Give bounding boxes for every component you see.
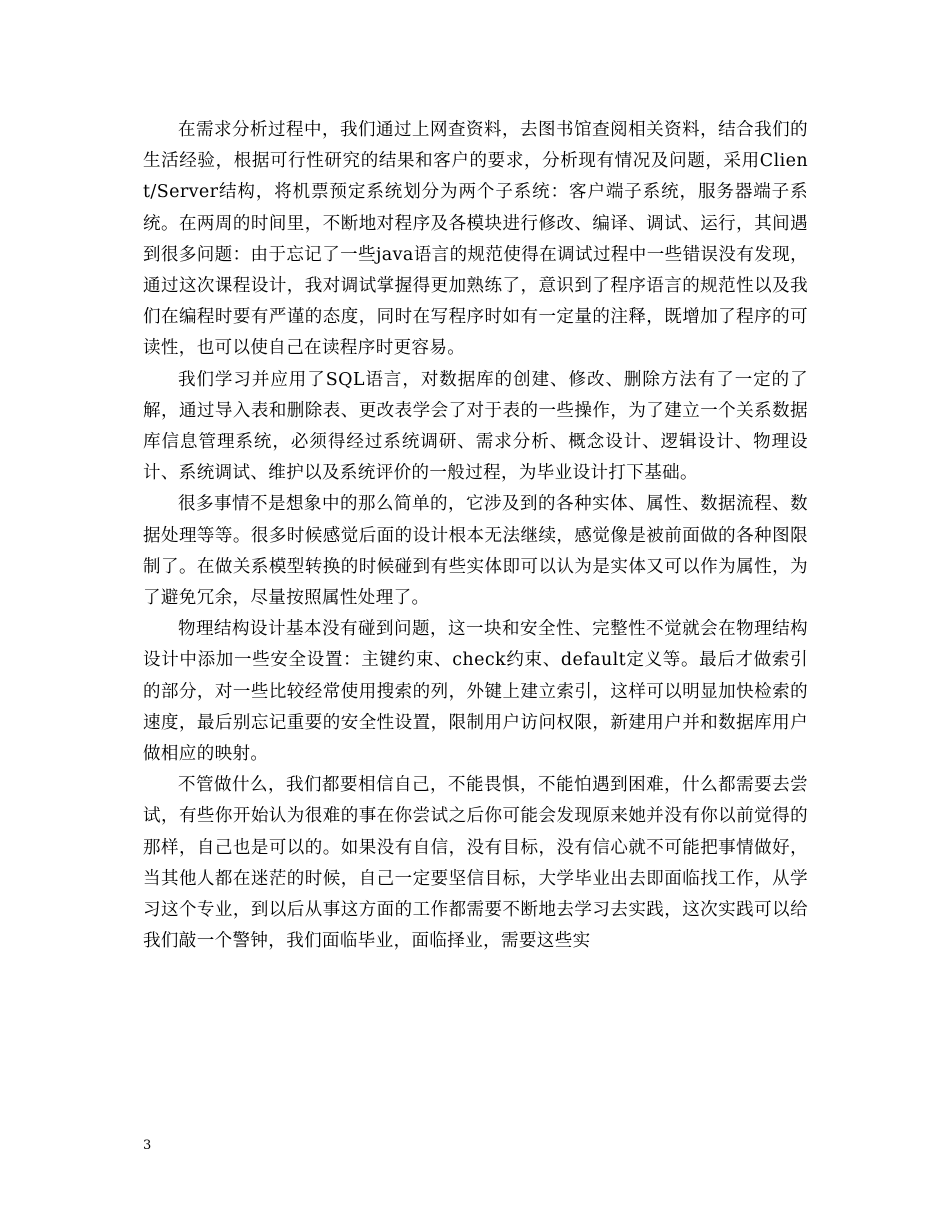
document-body [143, 115, 808, 957]
page-number: 3 [143, 1138, 152, 1153]
paragraph-1: 在需求分析过程中，我们通过上网查资料，去图书馆查阅相关资料，结合我们的生活经验，根据可行性研究的结果和客户的要求，分析现有情况及问题，采用Client/Server结构，将机票预定系统划分为两个子系统：客户端子系统，服务器端子系统。在两周的时间里，不断地对程序及各模块进行修改、编译、调试、运行，其间遇到很多问题：由于忘记了一些java语言的规范使得在调试过程中一些错误没有发现，通过这次课程设计，我对调试掌握得更加熟练了，意识到了程序语言的规范性以及我们在编程时要有严谨的态度，同时在写程序时如有一定量的注释，既增加了程序的可读性，也可以使自己在读程序时更容易。 [143, 120, 808, 359]
paragraph-4: 物理结构设计基本没有碰到问题，这一块和安全性、完整性不觉就会在物理结构设计中添加一些安全设置：主键约束、check约束、default定义等。最后才做索引的部分，对一些比较经常使用搜索的列，外键上建立索引，这样可以明显加快检索的速度，最后别忘记重要的安全性设置，限制用户访问权限，新建用户并和数据库用户做相应的映射。 [143, 619, 808, 765]
paragraph-3: 很多事情不是想象中的那么简单的，它涉及到的各种实体、属性、数据流程、数据处理等等。很多时候感觉后面的设计根本无法继续，感觉像是被前面做的各种图限制了。在做关系模型转换的时候碰到有些实体即可以认为是实体又可以作为属性，为了避免冗余，尽量按照属性处理了。 [143, 494, 808, 609]
paragraph-5: 不管做什么，我们都要相信自己，不能畏惧，不能怕遇到困难，什么都需要去尝试，有些你开始认为很难的事在你尝试之后你可能会发现原来她并没有你以前觉得的那样，自己也是可以的。如果没有自信，没有目标，没有信心就不可能把事情做好，当其他人都在迷茫的时候，自己一定要坚信目标，大学毕业出去即面临找工作，从学习这个专业，到以后从事这方面的工作都需要不断地去学习去实践，这次实践可以给我们敲一个警钟，我们面临毕业，面临择业，需要这些实 [143, 775, 808, 952]
paragraph-2: 我们学习并应用了SQL语言，对数据库的创建、修改、删除方法有了一定的了解，通过导入表和删除表、更改表学会了对于表的一些操作，为了建立一个关系数据库信息管理系统，必须得经过系统调研、需求分析、概念设计、逻辑设计、物理设计、系统调试、维护以及系统评价的一般过程，为毕业设计打下基础。 [143, 369, 808, 484]
